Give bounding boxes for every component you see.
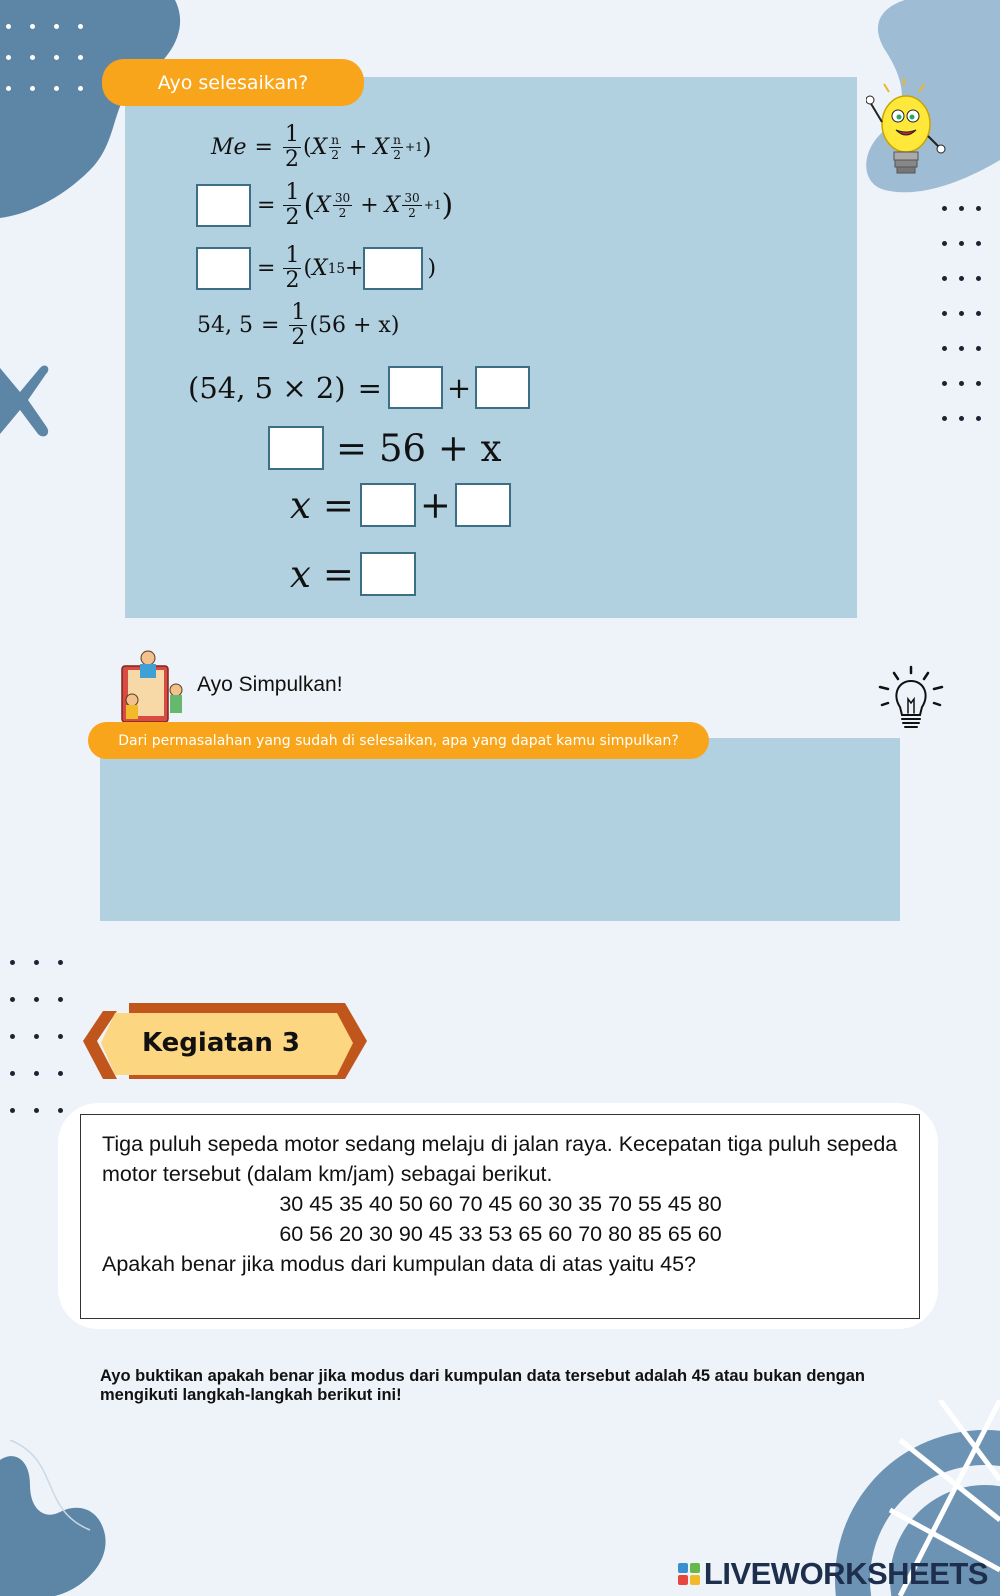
- activity-label: Kegiatan 3: [141, 1028, 301, 1058]
- formula-line-4: [197, 302, 399, 349]
- equals-sign: =: [322, 483, 354, 527]
- sub-numerator: n: [331, 132, 340, 147]
- lightbulb-mascot-icon: [866, 76, 948, 188]
- equation-rhs: (56 + x): [309, 313, 400, 338]
- half-fraction: [289, 302, 307, 349]
- fraction-denominator: 2: [291, 325, 306, 350]
- plus-sign: +: [345, 256, 364, 281]
- kids-book-icon: [118, 650, 190, 725]
- plus-sign: +: [360, 193, 379, 218]
- sub-numerator: 30: [334, 190, 351, 205]
- fraction-numerator: 1: [285, 180, 300, 205]
- term-x: X: [312, 256, 328, 281]
- answer-box[interactable]: [196, 184, 251, 227]
- plus-sign: +: [349, 135, 368, 160]
- fraction-numerator: 1: [285, 243, 300, 268]
- answer-box[interactable]: [360, 552, 416, 596]
- formula-line-7: [290, 483, 511, 527]
- sub-extra: +1: [404, 140, 423, 154]
- answer-box[interactable]: [455, 483, 511, 527]
- equation-rhs: 56 + x: [379, 426, 502, 470]
- sub-numerator: 30: [404, 190, 420, 205]
- fraction-numerator: 1: [284, 122, 299, 147]
- bottom-left-blob: [0, 1440, 150, 1596]
- variable-x: x: [290, 483, 311, 527]
- instruction-text: Ayo buktikan apakah benar jika modus dari kumpulan data tersebut adalah 45 atau bukan dengan mengikuti langkah-langkah berikut ini!: [100, 1367, 866, 1404]
- formula-line-3: = $\frac{1}{2}$ ( X 15 + ): [196, 245, 436, 292]
- fraction-denominator: 2: [285, 268, 300, 293]
- answer-box[interactable]: [196, 247, 251, 290]
- answer-box[interactable]: [475, 366, 530, 409]
- conclude-heading: Ayo Simpulkan!: [197, 673, 343, 696]
- plus-sign: +: [446, 370, 472, 405]
- fraction-numerator: 1: [291, 300, 306, 325]
- lightbulb-icon: [878, 665, 944, 735]
- half-fraction: [283, 124, 301, 171]
- task-question: Apakah benar jika modus dari kumpulan data di atas yaitu 45?: [102, 1252, 697, 1276]
- equals-sign: =: [357, 370, 382, 405]
- answer-box[interactable]: [363, 247, 423, 290]
- equation-lhs: (54, 5 × 2): [188, 370, 346, 405]
- answer-box[interactable]: [268, 426, 324, 470]
- equals-sign: =: [257, 256, 276, 281]
- brand-logo: [678, 1556, 988, 1592]
- answer-box[interactable]: [360, 483, 416, 527]
- equals-sign: =: [336, 426, 368, 470]
- conclude-answer-area[interactable]: [100, 738, 900, 921]
- subscript: 15: [327, 260, 346, 277]
- conclude-prompt: Dari permasalahan yang sudah di selesaikan, apa yang dapat kamu simpulkan?: [88, 722, 709, 759]
- term-x: X: [311, 135, 328, 160]
- brand-grid-icon: [678, 1563, 700, 1585]
- fraction-denominator: 2: [284, 147, 299, 172]
- formula-line-6: [268, 426, 502, 470]
- half-fraction: [283, 245, 301, 292]
- dot-grid-top-left: [6, 24, 102, 91]
- equals-sign: =: [322, 552, 354, 596]
- sub-denominator: 2: [331, 148, 339, 162]
- term-x: X: [373, 135, 390, 160]
- dot-grid-right: [942, 206, 993, 421]
- plus-sign: +: [419, 483, 451, 527]
- task-description: Tiga puluh sepeda motor sedang melaju di jalan raya. Kecepatan tiga puluh sepeda motor tersebut (dalam km/jam) sebagai berikut.: [102, 1132, 898, 1186]
- sub-numerator: n: [393, 132, 401, 147]
- fraction-denominator: 2: [285, 205, 300, 230]
- variable-x: x: [290, 552, 311, 596]
- brand-name: LIVEWORKSHEETS: [703, 1556, 988, 1591]
- formula-line-1: Me = $\frac{1}{2}$ ( X $\frac{n}{2}$ + X $\frac{n}{2}$ +1 ): [211, 122, 432, 172]
- task-box: [80, 1114, 920, 1319]
- term-x: X: [315, 193, 331, 218]
- formula-line-5: [188, 366, 530, 409]
- dot-grid-left: [10, 960, 82, 1113]
- equation-lhs: 54, 5: [197, 313, 253, 338]
- formula-line-2: = $\frac{1}{2}$ ( X $\frac{30}{2}$ + X $\frac{30}{2}$ +1 ): [196, 182, 453, 229]
- formula-line-8: [290, 552, 416, 596]
- answer-box[interactable]: [388, 366, 443, 409]
- x-shape-icon: [0, 362, 50, 440]
- sub-extra: +1: [423, 198, 442, 212]
- equals-sign: =: [257, 193, 276, 218]
- solve-title: Ayo selesaikan?: [102, 59, 364, 106]
- equals-sign: =: [260, 313, 280, 338]
- median-symbol: Me: [211, 135, 247, 160]
- sub-denominator: 2: [338, 206, 347, 220]
- term-x: X: [384, 193, 401, 218]
- sub-denominator: 2: [393, 148, 401, 162]
- data-row-2: 60 56 20 30 90 45 33 53 65 60 70 80 85 65 60: [279, 1222, 722, 1246]
- sub-denominator: 2: [408, 206, 416, 220]
- equals-sign: =: [254, 135, 273, 160]
- half-fraction: [283, 182, 301, 229]
- data-row-1: 30 45 35 40 50 60 70 45 60 30 35 70 55 45 80: [279, 1192, 722, 1216]
